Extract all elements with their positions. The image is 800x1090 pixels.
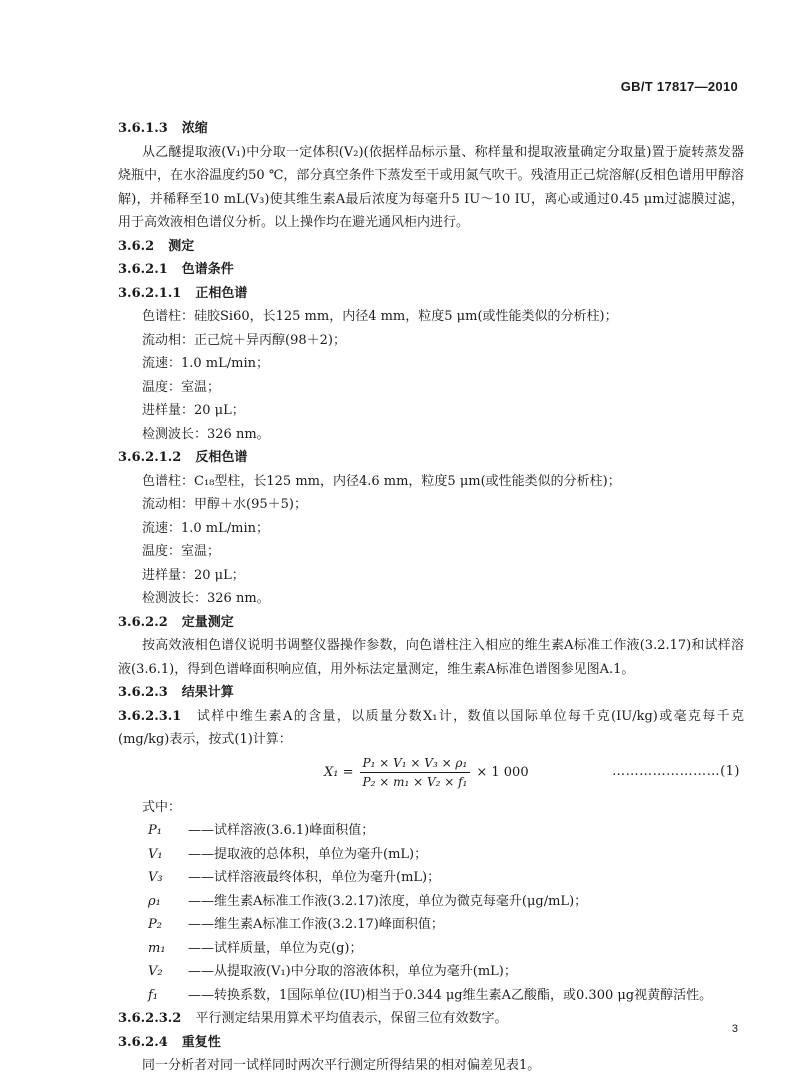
variable-description: ——试样溶液(3.6.1)峰面积值； (188, 823, 375, 838)
list-item: 进样量：20 μL； (142, 567, 245, 583)
heading-3-6-2-1 (118, 258, 744, 282)
variable-definition (118, 843, 744, 867)
formula-tail: × 1 000 (476, 764, 529, 780)
where-label: 式中： (142, 799, 182, 815)
parallel-results-text: 平行测定结果用算术平均值表示，保留三位有效数字。 (195, 1011, 508, 1026)
variable-definition (118, 913, 744, 937)
formula-numerator: P₁ × V₁ × V₃ × ρ₁ (360, 756, 471, 773)
section-title: 浓缩 (181, 121, 208, 136)
heading-3-6-2-4 (118, 1031, 744, 1055)
section-number: 3.6.2.2 (118, 614, 168, 630)
section-title: 色谱条件 (181, 262, 234, 277)
formula-fraction (360, 756, 471, 789)
standard-code: GB/T 17817—2010 (620, 79, 738, 94)
page-content (118, 117, 744, 1078)
section-number: 3.6.1.3 (118, 121, 168, 136)
section-title: 正相色谱 (195, 285, 248, 301)
variable-symbol: m₁ (148, 940, 166, 956)
variable-definition (118, 890, 744, 914)
list-item: 色谱柱：C₁₈型柱，长125 mm，内径4.6 mm，粒度5 μm(或性能类似的分析柱)； (142, 473, 621, 489)
section-title: 反相色谱 (195, 450, 248, 465)
variable-symbol: V₂ (148, 964, 163, 979)
variable-description: ——维生素A标准工作液(3.2.17)浓度，单位为微克每毫升(μg/mL)； (188, 893, 588, 909)
list-item: 温度：室温； (142, 379, 221, 395)
formula-expression (324, 756, 529, 789)
list-item: 流动相：甲醇＋水(95＋5)； (142, 497, 307, 512)
variable-definition (118, 984, 744, 1008)
variable-symbol: P₁ (148, 823, 162, 838)
paragraph-concentration: 从乙醚提取液(V₁)中分取一定体积(V₂)(依据样品标示量、称样量和提取液量确定分取量)置于旋转蒸发器烧瓶中，在水浴温度约50 ℃，部分真空条件下蒸发至干或用氮气吹干。残渣用正己烷溶解(反相色谱用甲醇溶解)，并稀释至10 mL(V₃)使其维生素A最后浓度为每毫升5 IU～10 IU，离心或通过0.45 μm过滤膜过滤，用于高效液相色谱仪分析。以上操作均在避光通风柜内进行。 (118, 144, 744, 230)
formula-denominator: P₂ × m₁ × V₂ × f₁ (362, 774, 468, 789)
variable-definition (118, 960, 744, 984)
variable-description: ——维生素A标准工作液(3.2.17)峰面积值； (188, 917, 444, 932)
equation-number: ……………………(1) (612, 763, 740, 779)
section-number: 3.6.2.1 (118, 262, 168, 277)
variable-definition (118, 819, 744, 843)
heading-3-6-2-1-2 (118, 446, 744, 470)
paragraph-parallel-results (118, 1007, 744, 1031)
variable-description: ——提取液的总体积，单位为毫升(mL)； (188, 846, 428, 862)
page-number: 3 (731, 1023, 738, 1035)
list-item: 流速：1.0 mL/min； (142, 520, 270, 536)
formula-lhs: X₁ = (324, 764, 354, 780)
variable-symbol: f₁ (148, 987, 159, 1003)
section-number: 3.6.2 (118, 238, 155, 254)
heading-3-6-2 (118, 235, 744, 259)
variable-description: ——从提取液(V₁)中分取的溶液体积，单位为毫升(mL)； (188, 964, 517, 979)
variable-symbol: P₂ (148, 917, 162, 932)
variable-symbol: V₃ (148, 870, 163, 885)
section-number: 3.6.2.3 (118, 685, 168, 700)
variable-definition (118, 866, 744, 890)
section-number: 3.6.2.1.1 (118, 285, 182, 301)
heading-3-6-2-3 (118, 681, 744, 705)
list-item: 温度：室温； (142, 544, 221, 559)
list-item: 流速：1.0 mL/min； (142, 356, 270, 371)
section-title: 测定 (168, 238, 195, 254)
section-title: 重复性 (181, 1034, 221, 1050)
paragraph-calculation (118, 705, 744, 752)
list-item: 色谱柱：硅胶Si60，长125 mm，内径4 mm，粒度5 μm(或性能类似的分析柱)； (142, 309, 618, 324)
list-item: 检测波长：326 nm。 (142, 591, 270, 606)
variable-description: ——试样质量，单位为克(g)； (188, 940, 363, 956)
calculation-text: 试样中维生素A的含量，以质量分数X₁计，数值以国际单位每千克(IU/kg)或毫克每千克(mg/kg)表示，按式(1)计算： (118, 708, 744, 747)
list-item: 检测波长：326 nm。 (142, 426, 270, 442)
variable-definition (118, 937, 744, 961)
variable-description: ——试样溶液最终体积，单位为毫升(mL)； (188, 870, 441, 885)
section-number: 3.6.2.1.2 (118, 450, 182, 465)
heading-3-6-1-3 (118, 117, 744, 141)
variable-symbol: ρ₁ (148, 893, 161, 909)
section-number: 3.6.2.4 (118, 1034, 168, 1050)
variable-symbol: V₁ (148, 846, 163, 862)
formula-1 (118, 752, 744, 796)
variable-description: ——转换系数，1国际单位(IU)相当于0.344 μg维生素A乙酸酯，或0.300 μg视黄醇活性。 (188, 987, 713, 1003)
section-number: 3.6.2.3.1 (118, 708, 182, 724)
section-number: 3.6.2.3.2 (118, 1011, 182, 1026)
heading-3-6-2-2 (118, 611, 744, 635)
paragraph-quantitation: 按高效液相色谱仪说明书调整仪器操作参数，向色谱柱注入相应的维生素A标准工作液(3.2.17)和试样溶液(3.6.1)，得到色谱峰面积响应值，用外标法定量测定，维生素A标准色谱图参见图A.1。 (118, 638, 744, 677)
paragraph-repeatability: 同一分析者对同一试样同时两次平行测定所得结果的相对偏差见表1。 (142, 1058, 541, 1073)
list-item: 流动相：正己烷＋异丙醇(98＋2)； (142, 332, 346, 348)
section-title: 定量测定 (181, 614, 234, 630)
list-item: 进样量：20 μL； (142, 403, 245, 418)
heading-3-6-2-1-1 (118, 282, 744, 306)
section-title: 结果计算 (181, 685, 234, 700)
